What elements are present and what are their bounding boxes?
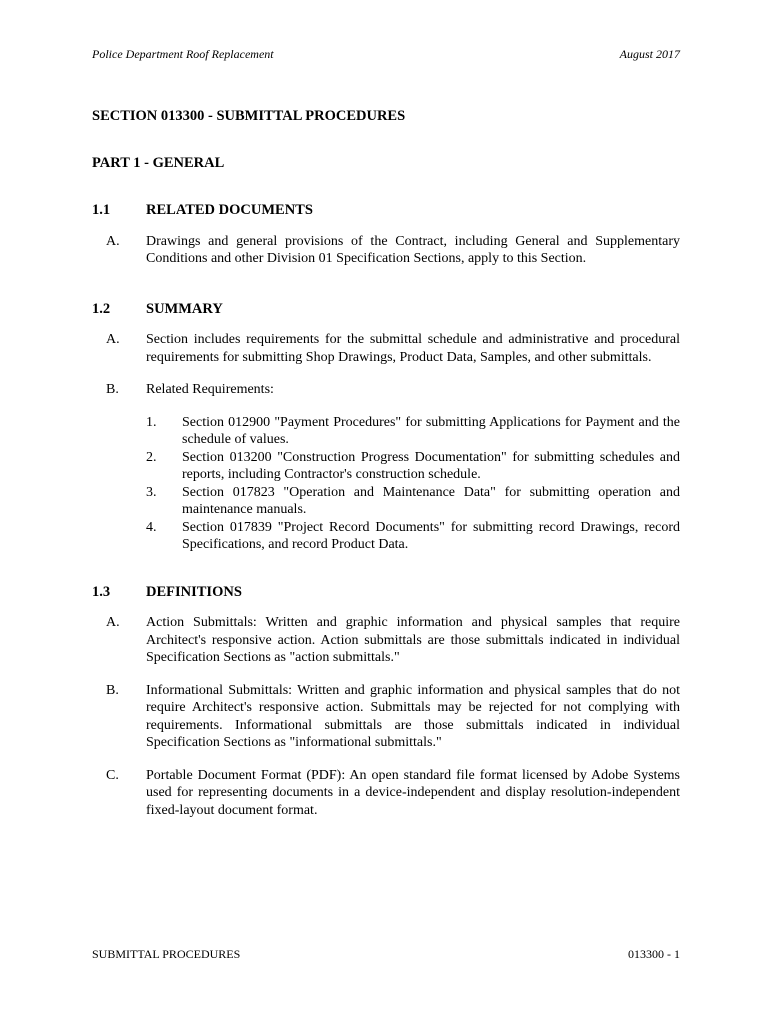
paragraph (92, 381, 680, 399)
list-item-text: Section 013200 "Construction Progress Documentation" for submitting schedules and reports, including Contractor's construction schedule. (182, 449, 680, 482)
list-item (146, 519, 680, 554)
article-number: 1.3 (92, 583, 111, 600)
list-item-number: 1. (146, 414, 157, 430)
header-date: August 2017 (619, 47, 680, 61)
paragraph-text: Drawings and general provisions of the Contract, including General and Supplementary Conditions and other Division 01 Specification Sections, apply to this Section. (146, 233, 680, 266)
document-body (92, 108, 680, 834)
paragraph (92, 682, 680, 752)
paragraph-letter: B. (106, 382, 119, 397)
list-item-number: 4. (146, 519, 157, 535)
article-title: DEFINITIONS (146, 583, 242, 600)
article-heading (92, 202, 680, 220)
paragraph (92, 331, 680, 366)
list-item-text: Section 017823 "Operation and Maintenance Data" for submitting operation and maintenance manuals. (182, 484, 680, 517)
paragraph (92, 614, 680, 667)
paragraph-text: Section includes requirements for the submittal schedule and administrative and procedural requirements for submitting Shop Drawings, Product Data, Samples, and other submittals. (146, 332, 680, 365)
list-item-number: 3. (146, 484, 157, 500)
paragraph-letter: B. (106, 682, 119, 698)
paragraph-letter: A. (106, 615, 120, 630)
list-item (146, 414, 680, 449)
header-project-name: Police Department Roof Replacement (92, 47, 274, 61)
article-heading (92, 584, 680, 602)
list-item-number: 2. (146, 449, 157, 465)
list-item (146, 449, 680, 484)
footer-section-name: SUBMITTAL PROCEDURES (92, 947, 241, 961)
list-item-text: Section 012900 "Payment Procedures" for submitting Applications for Payment and the schedule of values. (182, 414, 680, 447)
article-title: RELATED DOCUMENTS (146, 202, 313, 218)
article-heading (92, 301, 680, 319)
section-title: SECTION 013300 - SUBMITTAL PROCEDURES (92, 108, 406, 124)
article-number: 1.2 (92, 300, 111, 317)
numbered-list (146, 414, 680, 554)
paragraph-letter: C. (106, 767, 119, 783)
paragraph-text: Action Submittals: Written and graphic information and physical samples that require Architect's responsive action. Action submittals are those submittals indicated in individual Specification Sections as "action submittals." (146, 615, 680, 665)
list-item (146, 484, 680, 519)
paragraph-text: Portable Document Format (PDF): An open standard file format licensed by Adobe Systems used for representing documents in a device-independent and display resolution-independent fixed-layout document format. (146, 767, 680, 818)
paragraph-text: Related Requirements: (146, 382, 274, 397)
article-number: 1.1 (92, 202, 111, 218)
part-title: PART 1 - GENERAL (92, 154, 225, 171)
paragraph-letter: A. (106, 332, 120, 347)
list-item-text: Section 017839 "Project Record Documents" for submitting record Drawings, record Specifications, and record Product Data. (182, 519, 680, 552)
paragraph (92, 233, 680, 268)
article-title: SUMMARY (146, 300, 223, 317)
paragraph-letter: A. (106, 233, 120, 249)
paragraph (92, 767, 680, 820)
footer-page-number: 013300 - 1 (628, 947, 680, 961)
paragraph-text: Informational Submittals: Written and graphic information and physical samples that do not require Architect's responsive action. Submittals may be rejected for not complying with requirements. Informational submittals are those submittals indicated in individual Specification Sections as "informational submittals." (146, 682, 680, 750)
